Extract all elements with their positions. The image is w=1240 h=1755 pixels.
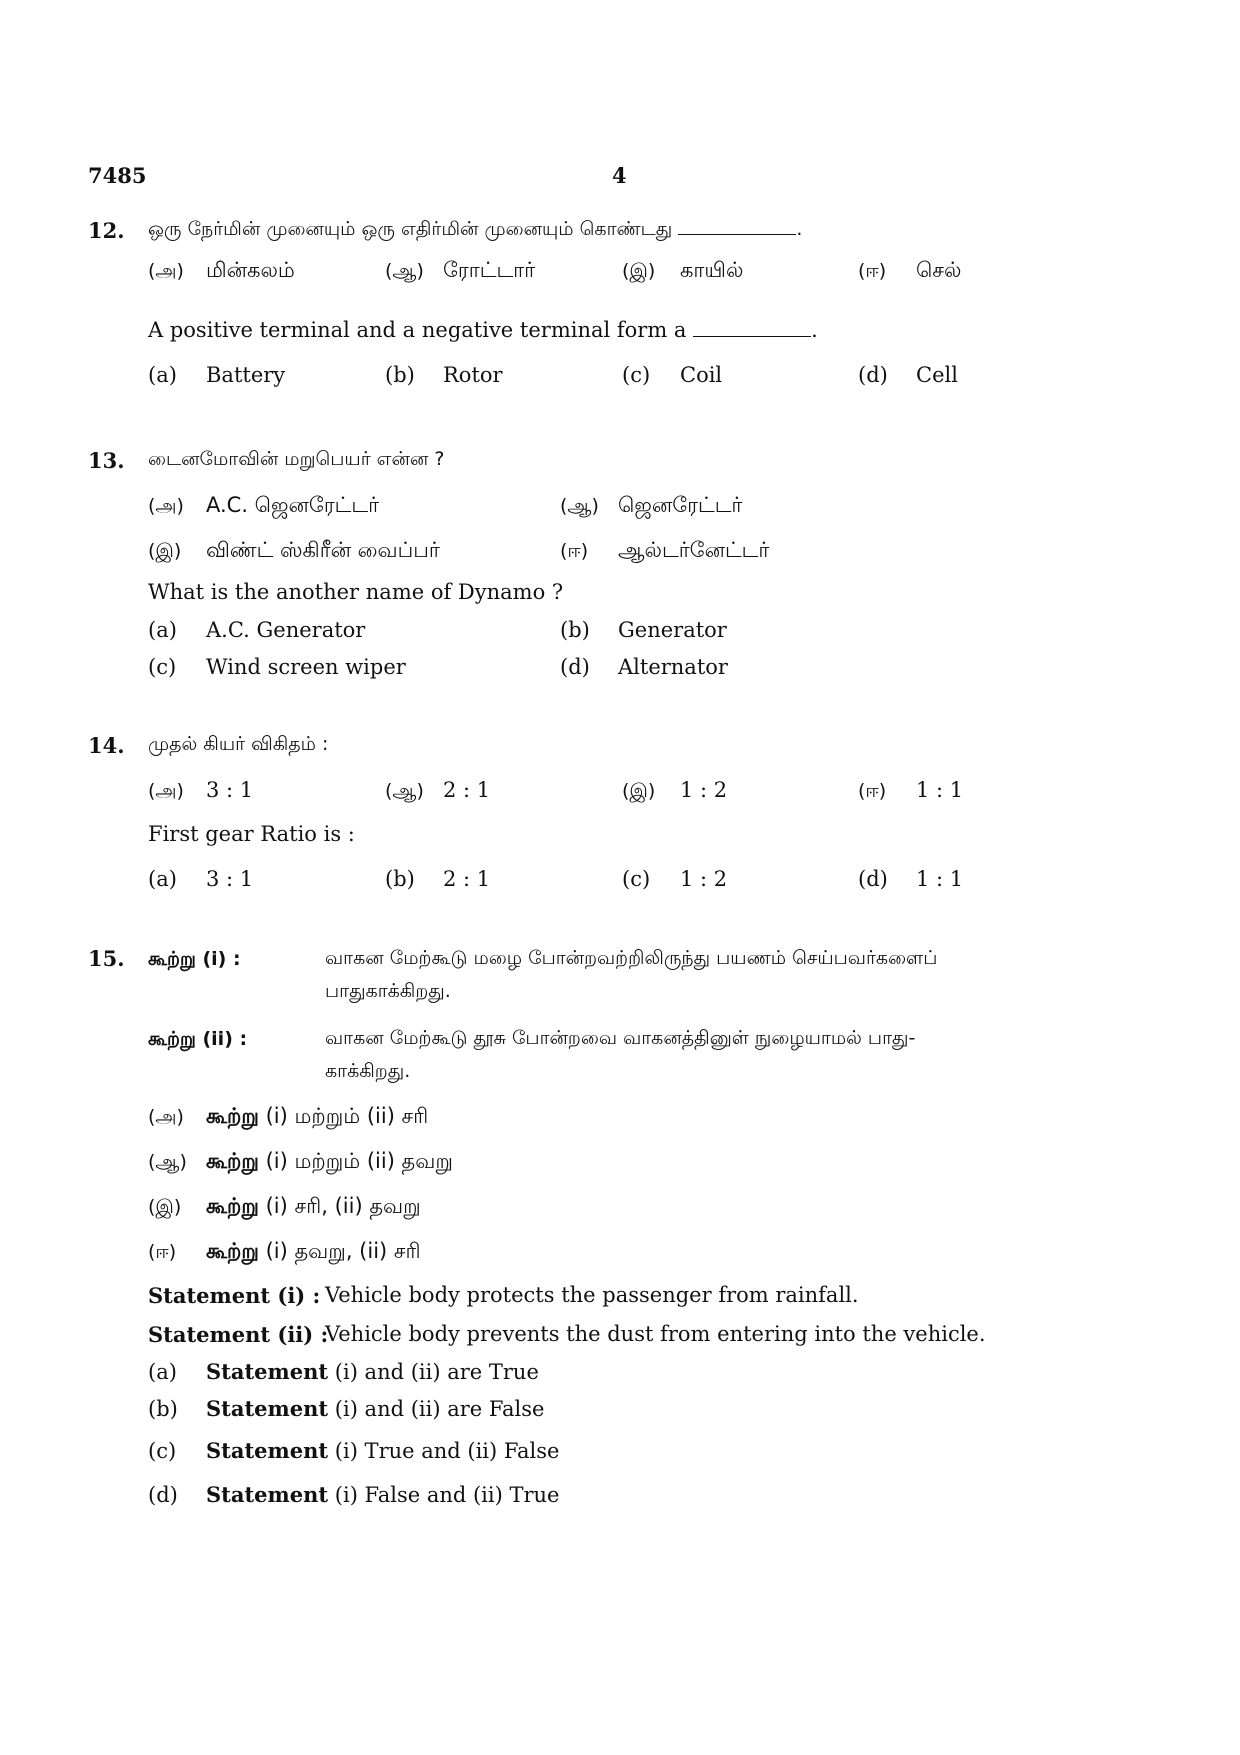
- option: (c) 1 : 2: [622, 867, 728, 891]
- option: (a) A.C. Generator: [148, 618, 366, 642]
- question-text-english: A positive terminal and a negative terminal form a .: [148, 318, 818, 342]
- option: (இ) 1 : 2: [622, 778, 728, 802]
- option: (d) 1 : 1: [858, 867, 964, 891]
- question-number: 14.: [88, 733, 125, 758]
- option: (c) Wind screen wiper: [148, 655, 406, 679]
- question-text-english: What is the another name of Dynamo ?: [148, 580, 564, 604]
- statement-2-text-tamil: வாகன மேற்கூடு தூசு போன்றவை வாகனத்தினுள் நுழையாமல் பாது- காக்கிறது.: [325, 1027, 916, 1082]
- option: (அ) கூற்று (i) மற்றும் (ii) சரி: [148, 1104, 429, 1128]
- option: (d) Statement (i) False and (ii) True: [148, 1482, 560, 1507]
- question-number: 12.: [88, 218, 125, 243]
- statement-1-label-english: Statement (i) :: [148, 1283, 321, 1308]
- option: (b) Generator: [560, 618, 727, 642]
- answer-blank: [678, 218, 796, 235]
- question-text-english: First gear Ratio is :: [148, 822, 355, 846]
- option: (ஈ) 1 : 1: [858, 778, 964, 802]
- question-number: 13.: [88, 448, 125, 473]
- statement-2-text-english: Vehicle body prevents the dust from entering into the vehicle.: [325, 1322, 986, 1346]
- question-text-tamil: டைனமோவின் மறுபெயர் என்ன ?: [148, 448, 445, 470]
- option: (அ) A.C. ஜெனரேட்டர்: [148, 493, 380, 517]
- option: (ஆ) கூற்று (i) மற்றும் (ii) தவறு: [148, 1149, 453, 1173]
- option: (a) Battery: [148, 363, 286, 387]
- option: (a) 3 : 1: [148, 867, 254, 891]
- statement-1-text-tamil: வாகன மேற்கூடு மழை போன்றவற்றிலிருந்து பயணம் செய்பவர்களைப் பாதுகாக்கிறது.: [325, 947, 938, 1002]
- option: (c) Statement (i) True and (ii) False: [148, 1438, 560, 1463]
- option: (a) Statement (i) and (ii) are True: [148, 1359, 539, 1384]
- option: (இ) காயில்: [622, 258, 744, 282]
- question-number: 15.: [88, 946, 125, 971]
- option: (அ) மின்கலம்: [148, 258, 295, 282]
- option: (ஈ) செல்: [858, 258, 962, 282]
- option: (b) Rotor: [385, 363, 503, 387]
- option: (ஈ) கூற்று (i) தவறு, (ii) சரி: [148, 1239, 421, 1263]
- statement-2-label-tamil: கூற்று (ii) :: [148, 1028, 248, 1050]
- statement-2-label-english: Statement (ii) :: [148, 1322, 329, 1347]
- question-text-tamil: ஒரு நேர்மின் முனையும் ஒரு எதிர்மின் முனையும் கொண்டது .: [148, 218, 803, 240]
- option: (இ) விண்ட் ஸ்கிரீன் வைப்பர்: [148, 538, 440, 562]
- option: (ஈ) ஆல்டர்னேட்டர்: [560, 538, 770, 562]
- option: (d) Cell: [858, 363, 958, 387]
- option: (அ) 3 : 1: [148, 778, 254, 802]
- option: (c) Coil: [622, 363, 723, 387]
- paper-code: 7485: [88, 163, 147, 188]
- statement-1-text-english: Vehicle body protects the passenger from rainfall.: [325, 1283, 859, 1307]
- option: (இ) கூற்று (i) சரி, (ii) தவறு: [148, 1194, 421, 1218]
- option: (ஆ) 2 : 1: [385, 778, 491, 802]
- option: (b) 2 : 1: [385, 867, 491, 891]
- option: (ஆ) ரோட்டார்: [385, 258, 536, 282]
- page-number: 4: [612, 163, 627, 188]
- question-text-tamil: முதல் கியர் விகிதம் :: [148, 733, 329, 755]
- option: (b) Statement (i) and (ii) are False: [148, 1396, 545, 1421]
- option: (ஆ) ஜெனரேட்டர்: [560, 493, 743, 517]
- answer-blank: [693, 320, 811, 337]
- statement-1-label-tamil: கூற்று (i) :: [148, 948, 241, 970]
- option: (d) Alternator: [560, 655, 728, 679]
